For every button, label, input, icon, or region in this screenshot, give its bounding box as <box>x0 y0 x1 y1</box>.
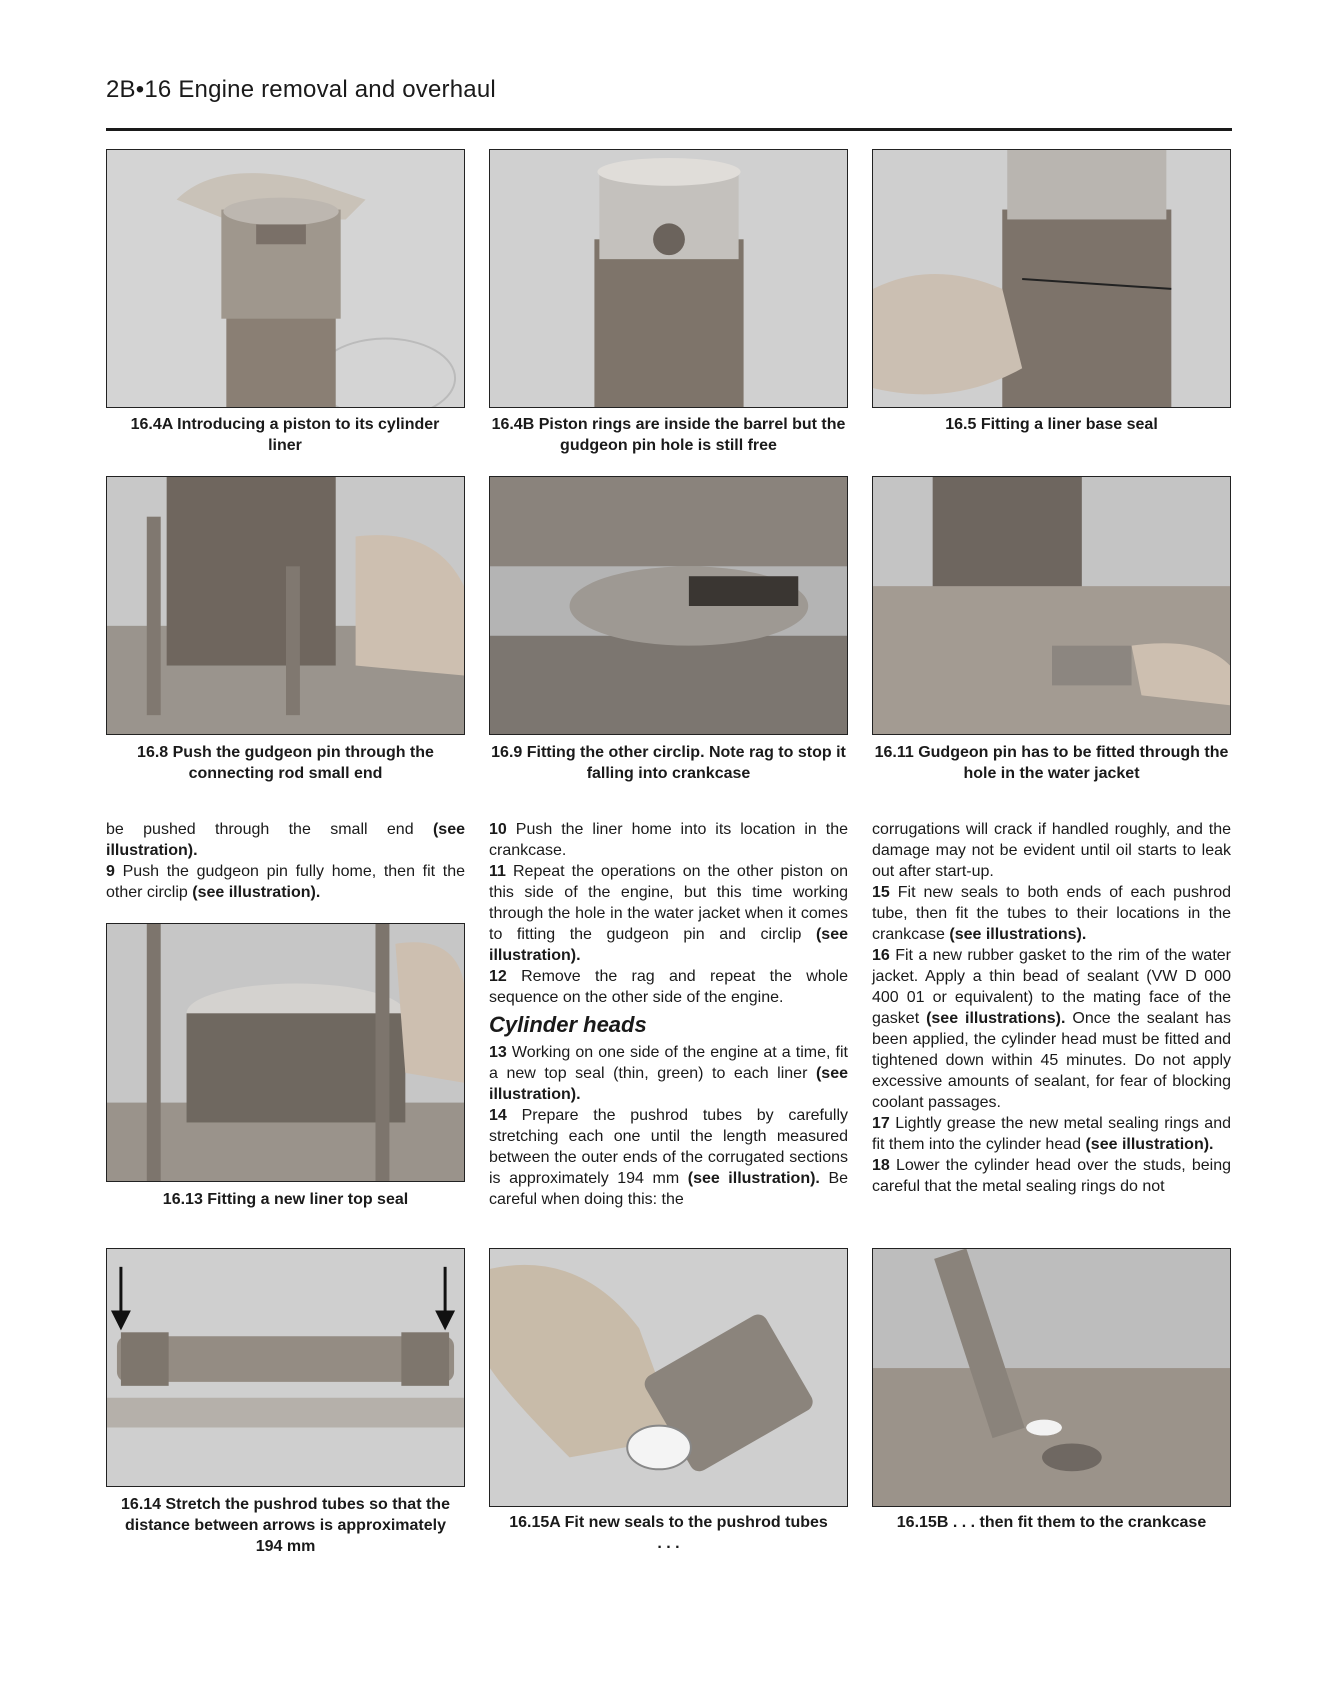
illustration-ref: (see illustration). <box>106 821 465 859</box>
paragraph-17: 17 Lightly grease the new metal sealing rings and fit them into the cylinder head (see illustration). <box>872 1115 1231 1153</box>
caption-16-14: 16.14 Stretch the pushrod tubes so that the distance between arrows is approximately 194 mm <box>121 1496 450 1555</box>
paragraph-9: 9 Push the gudgeon pin fully home, then fit the other circlip (see illustration). <box>106 863 465 901</box>
paragraph-number: 13 <box>489 1044 507 1061</box>
photo-piston-into-liner <box>106 149 465 408</box>
paragraph-number: 15 <box>872 884 890 901</box>
paragraph-10: 10 Push the liner home into its location in the crankcase. <box>489 821 849 859</box>
paragraph-number: 9 <box>106 863 115 880</box>
paragraph-15: 15 Fit new seals to both ends of each pushrod tube, then fit the tubes to their locations in the crankcase (see illustrations). <box>872 884 1231 943</box>
header-rule <box>106 128 1232 131</box>
caption-16-15a: 16.15A Fit new seals to the pushrod tubes . . . <box>509 1514 828 1552</box>
paragraph-12: 12 Remove the rag and repeat the whole sequence on the other side of the engine. <box>489 968 848 1006</box>
caption-16-15b: 16.15B . . . then fit them to the crankcase <box>896 1514 1207 1531</box>
paragraph-18: 18 Lower the cylinder head over the studs, being careful that the metal sealing rings do not <box>872 1157 1231 1195</box>
paragraph-number: 17 <box>872 1115 890 1132</box>
photo-other-circlip <box>489 476 848 735</box>
paragraph-number: 18 <box>872 1157 890 1174</box>
caption-16-4b: 16.4B Piston rings are inside the barrel but the gudgeon pin hole is still free <box>491 416 846 454</box>
photo-liner-base-seal <box>872 149 1231 408</box>
photo-liner-top-seal <box>106 923 465 1182</box>
caption-16-9: 16.9 Fitting the other circlip. Note rag to stop it falling into crankcase <box>491 744 846 782</box>
photo-tubes-to-crankcase <box>872 1248 1231 1507</box>
illustration-ref: (see illustration). <box>192 884 321 901</box>
illustration-ref: (see illustration). <box>1085 1136 1214 1153</box>
illustration-ref: (see illustrations). <box>949 926 1087 943</box>
paragraph-14: 14 Prepare the pushrod tubes by carefully stretching each one until the length measured between the outer ends of the corrugated sections is approximately 194 mm (see illustration). Be careful when doing this: the <box>489 1107 849 1208</box>
caption-16-8: 16.8 Push the gudgeon pin through the connecting rod small end <box>137 744 434 782</box>
paragraph-11: 11 Repeat the operations on the other piston on this side of the engine, but this time working through the hole in the water jacket when it comes to fitting the gudgeon pin and circlip (see illustration). <box>489 863 849 964</box>
caption-16-11: 16.11 Gudgeon pin has to be fitted through the hole in the water jacket <box>874 744 1229 782</box>
paragraph-number: 16 <box>872 947 890 964</box>
photo-pushrod-tube-stretch <box>106 1248 465 1487</box>
illustration-ref: (see illustration). <box>687 1170 820 1187</box>
paragraph-number: 10 <box>489 821 507 838</box>
illustration-ref: (see illustrations). <box>926 1010 1066 1027</box>
paragraph-16: 16 Fit a new rubber gasket to the rim of the water jacket. Apply a thin bead of sealant (VW D 000 400 01 or equivalent) to the mating face of the gasket (see illustrations). Once the sealant has been applied, the cylinder head must be fitted and tightened down within 45 minutes. Do not apply excessive amounts of sealant, for fear of blocking coolant passages. <box>872 947 1231 1111</box>
text-column-1 <box>106 819 465 903</box>
caption-16-4a: 16.4A Introducing a piston to its cylinder liner <box>130 416 440 454</box>
caption-16-13: 16.13 Fitting a new liner top seal <box>162 1191 409 1208</box>
caption-16-5: 16.5 Fitting a liner base seal <box>945 416 1158 433</box>
photo-piston-rings-in-barrel <box>489 149 848 408</box>
paragraph-13: 13 Working on one side of the engine at a time, fit a new top seal (thin, green) to each liner (see illustration). <box>489 1044 848 1103</box>
page-header: 2B•16 Engine removal and overhaul <box>106 76 496 103</box>
paragraph-number: 11 <box>489 863 506 880</box>
paragraph-number: 14 <box>489 1107 507 1124</box>
text-column-2 <box>489 819 848 1210</box>
paragraph-continuation: corrugations will crack if handled roughly, and the damage may not be evident until oil starts to leak out after start-up. <box>872 821 1231 880</box>
illustration-ref: (see illustration). <box>489 1065 848 1103</box>
photo-gudgeon-through-water-jacket <box>872 476 1231 735</box>
paragraph-continuation: be pushed through the small end (see illustration). <box>106 821 465 859</box>
section-heading: Cylinder heads <box>489 1012 647 1037</box>
paragraph-number: 12 <box>489 968 507 985</box>
illustration-ref: (see illustration). <box>489 926 848 964</box>
text-column-3 <box>872 819 1231 1197</box>
photo-pushrod-seals <box>489 1248 848 1507</box>
photo-gudgeon-pin-push <box>106 476 465 735</box>
